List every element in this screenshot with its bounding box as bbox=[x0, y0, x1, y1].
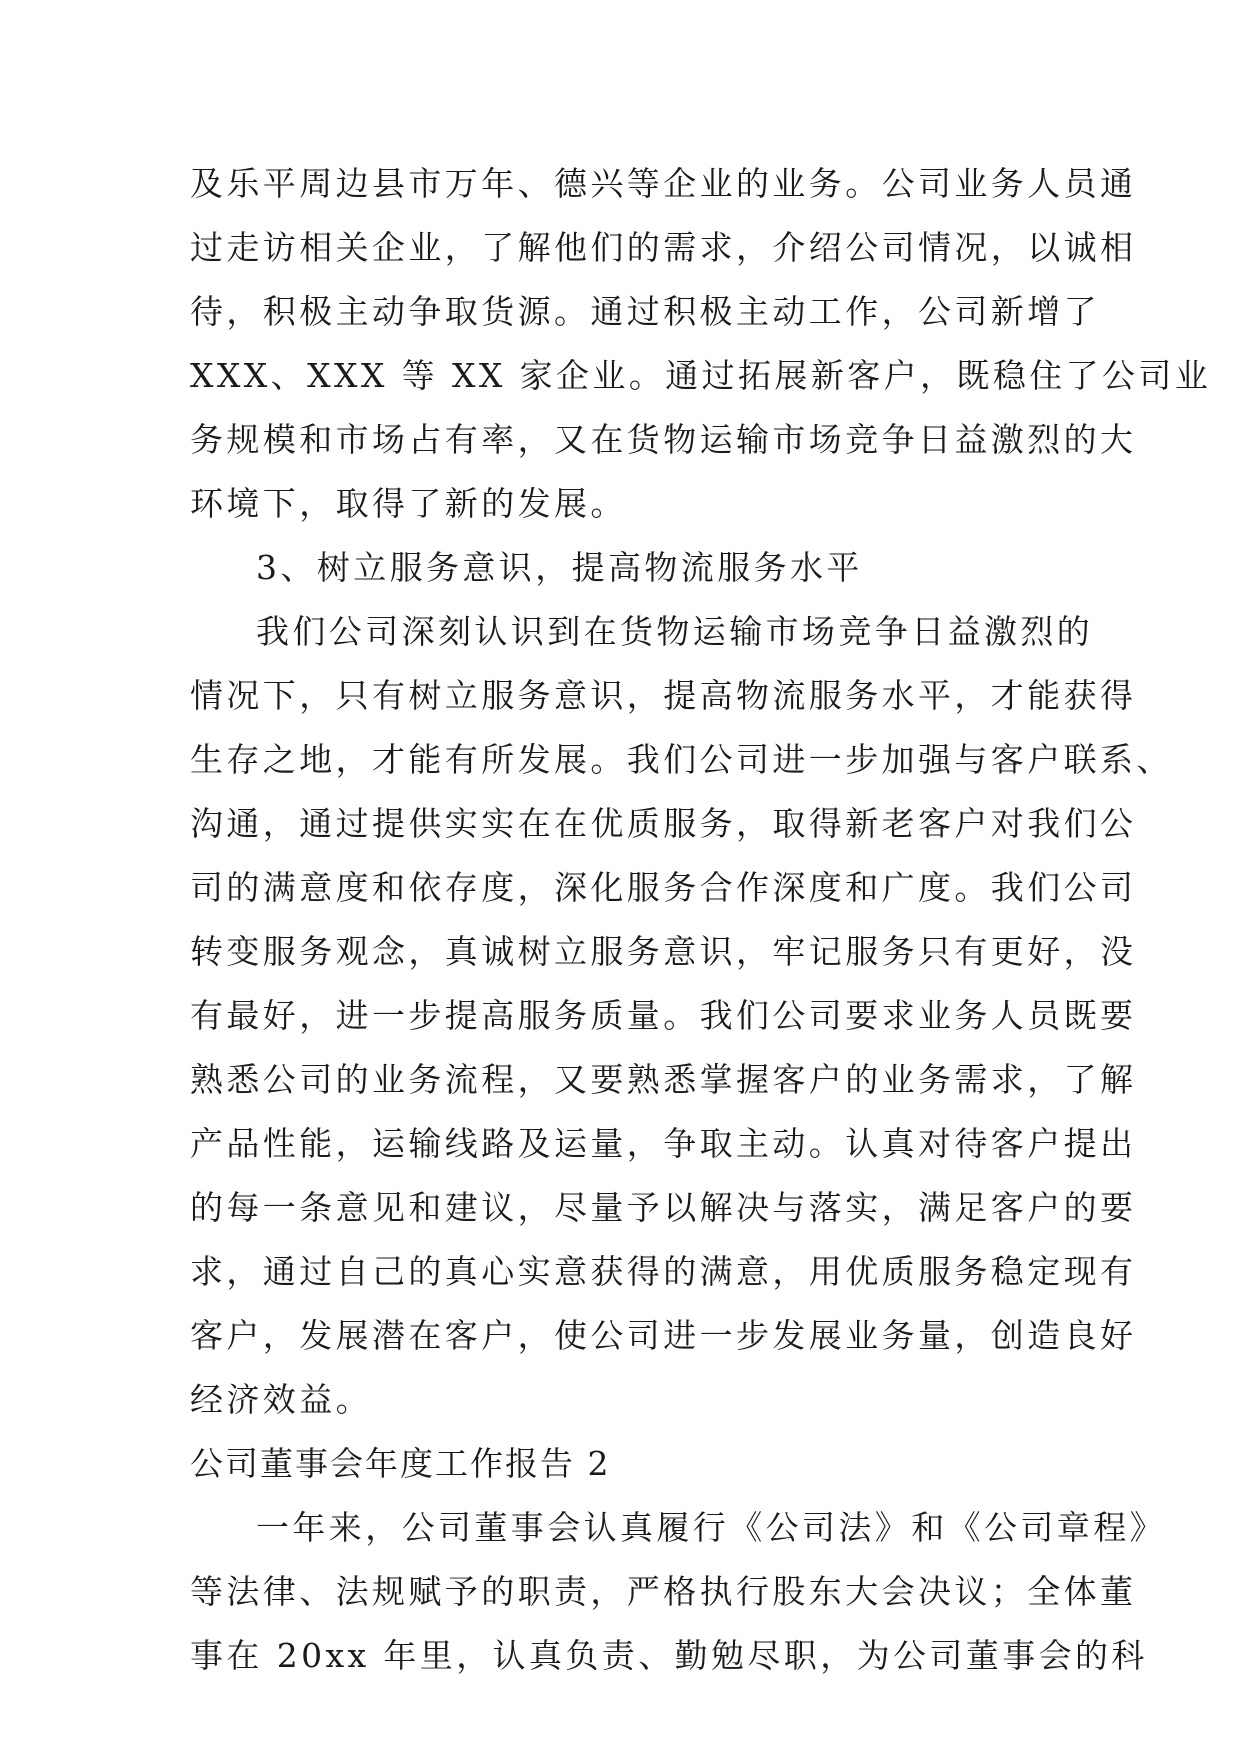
paragraph-line: 我们公司深刻认识到在货物运输市场竞争日益激烈的 bbox=[256, 612, 1094, 651]
paragraph-line: 熟悉公司的业务流程，又要熟悉掌握客户的业务需求，了解 bbox=[190, 1060, 1137, 1099]
paragraph-line: 一年来，公司董事会认真履行《公司法》和《公司章程》 bbox=[256, 1508, 1166, 1547]
paragraph-line: 务规模和市场占有率，又在货物运输市场竞争日益激烈的大 bbox=[190, 420, 1137, 459]
document-page bbox=[190, 152, 1212, 1688]
paragraph-line: 产品性能，运输线路及运量，争取主动。认真对待客户提出 bbox=[190, 1124, 1137, 1163]
paragraph-line: 生存之地，才能有所发展。我们公司进一步加强与客户联系、 bbox=[190, 740, 1173, 779]
report-title: 公司董事会年度工作报告 2 bbox=[190, 1444, 611, 1483]
paragraph-line: 等法律、法规赋予的职责，严格执行股东大会决议；全体董 bbox=[190, 1572, 1137, 1611]
paragraph-line: 情况下，只有树立服务意识，提高物流服务水平，才能获得 bbox=[190, 676, 1137, 715]
paragraph-line: 转变服务观念，真诚树立服务意识，牢记服务只有更好，没 bbox=[190, 932, 1137, 971]
paragraph-line: 过走访相关企业，了解他们的需求，介绍公司情况，以诚相 bbox=[190, 228, 1137, 267]
paragraph-line: 的每一条意见和建议，尽量予以解决与落实，满足客户的要 bbox=[190, 1188, 1137, 1227]
paragraph-line: 待，积极主动争取货源。通过积极主动工作，公司新增了 bbox=[190, 292, 1100, 331]
paragraph-line: 及乐平周边县市万年、德兴等企业的业务。公司业务人员通 bbox=[190, 164, 1137, 203]
section-heading: 3、树立服务意识，提高物流服务水平 bbox=[256, 548, 863, 587]
paragraph-line: 司的满意度和依存度，深化服务合作深度和广度。我们公司 bbox=[190, 868, 1137, 907]
paragraph-line: 经济效益。 bbox=[190, 1380, 372, 1419]
paragraph-line: 环境下，取得了新的发展。 bbox=[190, 484, 627, 523]
paragraph-line: 有最好，进一步提高服务质量。我们公司要求业务人员既要 bbox=[190, 996, 1137, 1035]
paragraph-line: 客户，发展潜在客户，使公司进一步发展业务量，创造良好 bbox=[190, 1316, 1137, 1355]
paragraph-line: 求，通过自己的真心实意获得的满意，用优质服务稳定现有 bbox=[190, 1252, 1137, 1291]
paragraph-line: XXX、XXX 等 XX 家企业。通过拓展新客户，既稳住了公司业 bbox=[190, 356, 1212, 395]
paragraph-line: 沟通，通过提供实实在在优质服务，取得新老客户对我们公 bbox=[190, 804, 1137, 843]
paragraph-line: 事在 20xx 年里，认真负责、勤勉尽职，为公司董事会的科 bbox=[190, 1636, 1148, 1675]
